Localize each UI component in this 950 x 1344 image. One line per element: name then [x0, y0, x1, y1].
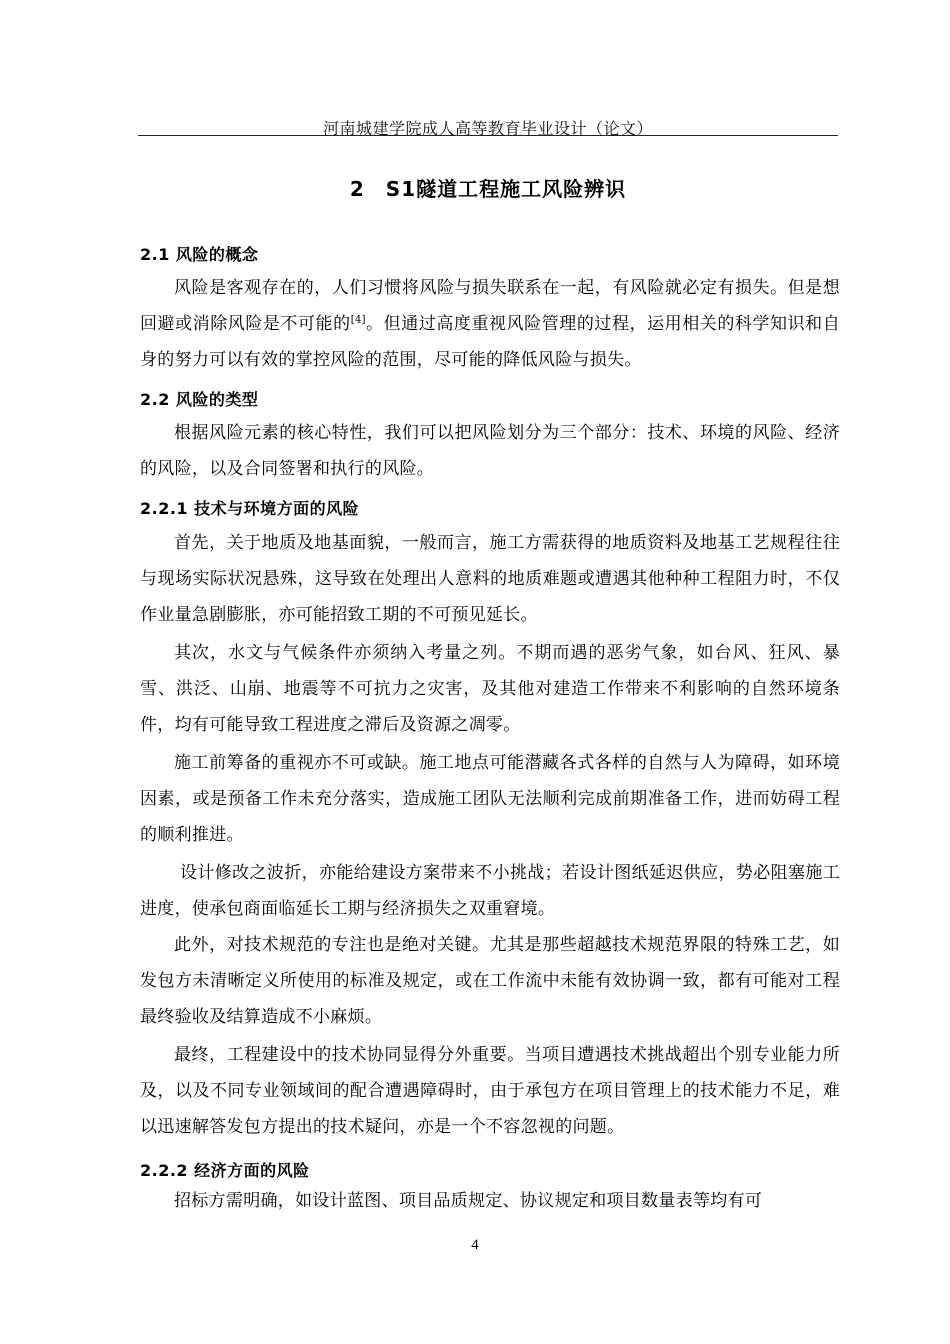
paragraph-2-2-1-4: 设计修改之波折，亦能给建设方案带来不小挑战；若设计图纸延迟供应，势必阻塞施工进度，使承包商面临延长工期与经济损失之双重窘境。	[140, 863, 840, 919]
paragraph-2-2-1-5: 此外，对技术规范的专注也是绝对关键。尤其是那些超越技术规范界限的特殊工艺，如发包方未清晰定义所使用的标准及规定，或在工作流中未能有效协调一致，都有可能对工程最终验收及结算造成不小麻烦。	[140, 935, 840, 1027]
paragraph-2-2-1-3: 施工前筹备的重视亦不可或缺。施工地点可能潜藏各式各样的自然与人为障碍，如环境因素，或是预备工作未充分落实，造成施工团队无法顺利完成前期准备工作，进而妨碍工程的顺利推进。	[140, 753, 840, 845]
citation: [4]	[350, 314, 366, 326]
paragraph-text: 。但通过高度重视风险管理的过程，运用相关的科学知识和自身的努力可以有效的掌控风险的范围，尽可能的降低风险与损失。	[140, 314, 840, 370]
heading-2-1: 2.1 风险的概念	[140, 245, 259, 264]
paragraph-2-2-1-6: 最终，工程建设中的技术协同显得分外重要。当项目遭遇技术挑战超出个别专业能力所及，以及不同专业领域间的配合遭遇障碍时，由于承包方在项目管理上的技术能力不足，难以迅速解答发包方提出的技术疑问，亦是一个不容忽视的问题。	[140, 1045, 840, 1137]
paragraph-2-2-2-1: 招标方需明确，如设计蓝图、项目品质规定、协议规定和项目数量表等均有可	[174, 1191, 763, 1211]
heading-2-2: 2.2 风险的类型	[140, 390, 259, 409]
paragraph-2-2-1-1: 首先，关于地质及地基面貌，一般而言，施工方需获得的地质资料及地基工艺规程往往与现场实际状况悬殊，这导致在处理出人意料的地质难题或遭遇其他种种工程阻力时，不仅作业量急剧膨胀，亦可能招致工期的不可预见延长。	[140, 533, 840, 625]
page-number: 4	[471, 1237, 479, 1253]
paragraph-2-2-1: 根据风险元素的核心特性，我们可以把风险划分为三个部分：技术、环境的风险、经济的风险，以及合同签署和执行的风险。	[140, 423, 840, 479]
paragraph-2-2-1-2: 其次，水文与气候条件亦须纳入考量之列。不期而遇的恶劣气象，如台风、狂风、暴雪、洪泛、山崩、地震等不可抗力之灾害，及其他对建造工作带来不利影响的自然环境条件，均有可能导致工程进度之滞后及资源之凋零。	[140, 643, 840, 735]
heading-2-2-2: 2.2.2 经济方面的风险	[140, 1161, 310, 1180]
header-rule	[138, 135, 838, 136]
paragraph-text: 风险是客观存在的，人们习惯将风险与损失联系在一起，有风险就必定有损失。但是想回避或消除风险是不可能的	[140, 278, 840, 334]
heading-2-2-1: 2.2.1 技术与环境方面的风险	[140, 499, 360, 518]
running-header: 河南城建学院成人高等教育毕业设计（论文）	[322, 119, 653, 138]
paragraph-2-1-1	[140, 270, 840, 378]
chapter-title: 2 S1隧道工程施工风险辨识	[349, 177, 627, 201]
